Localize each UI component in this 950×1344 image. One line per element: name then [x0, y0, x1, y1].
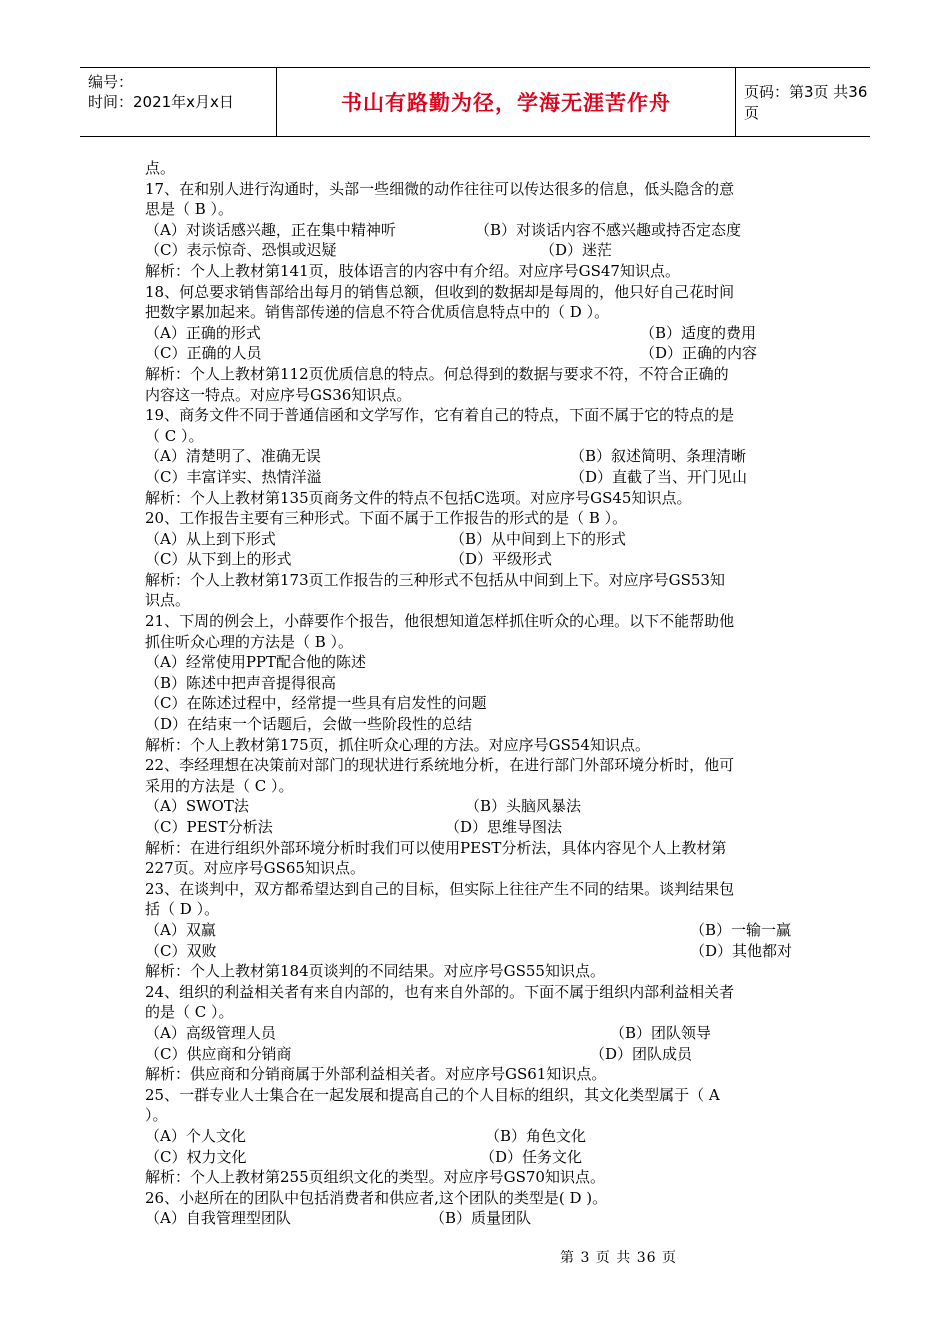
- option-text: （B）一输一赢: [690, 920, 792, 939]
- option-text: （A）正确的形式: [145, 323, 261, 342]
- text-line: 26、小赵所在的团队中包括消费者和供应者,这个团队的类型是( D )。: [145, 1188, 608, 1207]
- option-text: （D）迷茫: [540, 241, 613, 260]
- option-text: （A）个人文化: [145, 1126, 246, 1145]
- text-line: 解析：个人上教材第175页，抓住听众心理的方法。对应序号GS54知识点。: [145, 735, 650, 754]
- text-line: 解析：个人上教材第173页工作报告的三种形式不包括从中间到上下。对应序号GS53知: [145, 570, 725, 589]
- text-line: 采用的方法是（ C ）。: [145, 776, 294, 795]
- text-line: [145, 920, 810, 941]
- text-line: 思是（ B ）。: [145, 200, 234, 219]
- text-line: 227页。对应序号GS65知识点。: [145, 859, 365, 878]
- text-line: [145, 817, 810, 838]
- text-line: ）。: [145, 1106, 168, 1125]
- option-text: （B）团队领导: [610, 1023, 712, 1042]
- text-line: [145, 796, 810, 817]
- option-text: （B）对谈话内容不感兴趣或持否定态度: [475, 220, 742, 239]
- text-line: 解析：个人上教材第135页商务文件的特点不包括C选项。对应序号GS45知识点。: [145, 488, 692, 507]
- option-text: （C）正确的人员: [145, 344, 262, 363]
- text-line: 18、何总要求销售部给出每月的销售总额，但收到的数据却是每周的，他只好自己花时间: [145, 282, 735, 301]
- text-line: 24、组织的利益相关者有来自内部的，也有来自外部的。下面不属于组织内部利益相关者: [145, 982, 735, 1001]
- option-text: （C）双败: [145, 941, 217, 960]
- option-text: （A）自我管理型团队: [145, 1209, 291, 1228]
- text-line: （D）在结束一个话题后，会做一些阶段性的总结: [145, 715, 473, 734]
- text-line: 解析：个人上教材第184页谈判的不同结果。对应序号GS55知识点。: [145, 962, 605, 981]
- text-line: [145, 1023, 810, 1044]
- option-text: （D）正确的内容: [640, 344, 758, 363]
- document-body: [145, 158, 810, 1229]
- text-line: 解析：个人上教材第141页，肢体语言的内容中有介绍。对应序号GS47知识点。: [145, 261, 680, 280]
- option-text: （B）头脑风暴法: [465, 797, 582, 816]
- option-text: （A）清楚明了、准确无误: [145, 447, 321, 466]
- text-line: 17、在和别人进行沟通时，头部一些细微的动作往往可以传达很多的信息，低头隐含的意: [145, 179, 735, 198]
- text-line: [145, 549, 810, 570]
- text-line: 21、下周的例会上，小薛要作个报告，他很想知道怎样抓住听众的心理。以下不能帮助他: [145, 612, 735, 631]
- text-line: 识点。: [145, 591, 191, 610]
- option-text: （D）直截了当、开门见山: [570, 467, 748, 486]
- option-text: （A）对谈话感兴趣，正在集中精神听: [145, 220, 396, 239]
- text-line: [145, 1126, 810, 1147]
- header-page-info: 页码：第3页 共36页: [744, 83, 868, 122]
- option-text: （A）双赢: [145, 920, 216, 939]
- text-line: 23、在谈判中，双方都希望达到自己的目标，但实际上往往产生不同的结果。谈判结果包: [145, 879, 735, 898]
- text-line: 20、工作报告主要有三种形式。下面不属于工作报告的形式的是（ B ）。: [145, 509, 628, 528]
- text-line: （ C ）。: [145, 426, 204, 445]
- option-text: （C）表示惊奇、恐惧或迟疑: [145, 241, 337, 260]
- option-text: （C）权力文化: [145, 1147, 247, 1166]
- option-text: （A）SWOT法: [145, 797, 249, 816]
- option-text: （D）其他都对: [690, 941, 793, 960]
- option-text: （B）角色文化: [485, 1126, 587, 1145]
- text-line: 解析：个人上教材第255页组织文化的类型。对应序号GS70知识点。: [145, 1168, 605, 1187]
- text-line: 抓住听众心理的方法是（ B ）。: [145, 632, 354, 651]
- text-line: [145, 467, 810, 488]
- text-line: 点。: [145, 159, 176, 177]
- option-text: （B）叙述简明、条理清晰: [570, 447, 747, 466]
- text-line: [145, 323, 810, 344]
- option-text: （B）适度的费用: [640, 323, 757, 342]
- text-line: [145, 220, 810, 241]
- text-line: 22、李经理想在决策前对部门的现状进行系统地分析，在进行部门外部环境分析时，他可: [145, 756, 735, 775]
- option-text: （D）平级形式: [450, 550, 553, 569]
- text-line: [145, 446, 810, 467]
- option-text: （C）从下到上的形式: [145, 550, 292, 569]
- option-text: （D）任务文化: [480, 1147, 583, 1166]
- text-line: 把数字累加起来。销售部传递的信息不符合优质信息特点中的（ D ）。: [145, 303, 610, 322]
- text-line: 括（ D ）。: [145, 900, 220, 919]
- option-text: （D）团队成员: [590, 1044, 693, 1063]
- page-footer: 第 3 页 共 36 页: [560, 1250, 677, 1266]
- option-text: （B）从中间到上下的形式: [450, 529, 627, 548]
- text-line: 内容这一特点。对应序号GS36知识点。: [145, 385, 412, 404]
- text-line: 19、商务文件不同于普通信函和文学写作，它有着自己的特点，下面不属于它的特点的是: [145, 406, 735, 425]
- text-line: [145, 1147, 810, 1168]
- text-line: 的是（ C ）。: [145, 1003, 234, 1022]
- text-line: （C）在陈述过程中，经常提一些具有启发性的问题: [145, 694, 487, 713]
- header-motto: 书山有路勤为径，学海无涯苦作舟: [277, 68, 736, 136]
- option-text: （A）高级管理人员: [145, 1023, 276, 1042]
- text-line: 解析：在进行组织外部环境分析时我们可以使用PEST分析法，具体内容见个人上教材第: [145, 838, 727, 857]
- option-text: （A）从上到下形式: [145, 529, 276, 548]
- text-line: [145, 1208, 810, 1229]
- text-line: [145, 343, 810, 364]
- text-line: 解析：供应商和分销商属于外部利益相关者。对应序号GS61知识点。: [145, 1065, 607, 1084]
- option-text: （B）质量团队: [430, 1209, 532, 1228]
- time-label: 时间：2021年x月x日: [88, 93, 234, 111]
- text-line: [145, 1044, 810, 1065]
- number-label: 编号：: [88, 73, 134, 91]
- option-text: （C）供应商和分销商: [145, 1044, 292, 1063]
- text-line: （B）陈述中把声音提得很高: [145, 673, 337, 692]
- text-line: （A）经常使用PPT配合他的陈述: [145, 653, 367, 672]
- page-header: [80, 67, 870, 137]
- header-meta: [80, 68, 277, 136]
- text-line: [145, 240, 810, 261]
- text-line: 解析：个人上教材第112页优质信息的特点。何总得到的数据与要求不符，不符合正确的: [145, 364, 729, 383]
- text-line: [145, 941, 810, 962]
- text-line: 25、一群专业人士集合在一起发展和提高自己的个人目标的组织，其文化类型属于（ A: [145, 1085, 720, 1104]
- text-line: [145, 529, 810, 550]
- option-text: （C）丰富详实、热情洋溢: [145, 467, 322, 486]
- option-text: （C）PEST分析法: [145, 818, 273, 836]
- option-text: （D）思维导图法: [445, 818, 563, 836]
